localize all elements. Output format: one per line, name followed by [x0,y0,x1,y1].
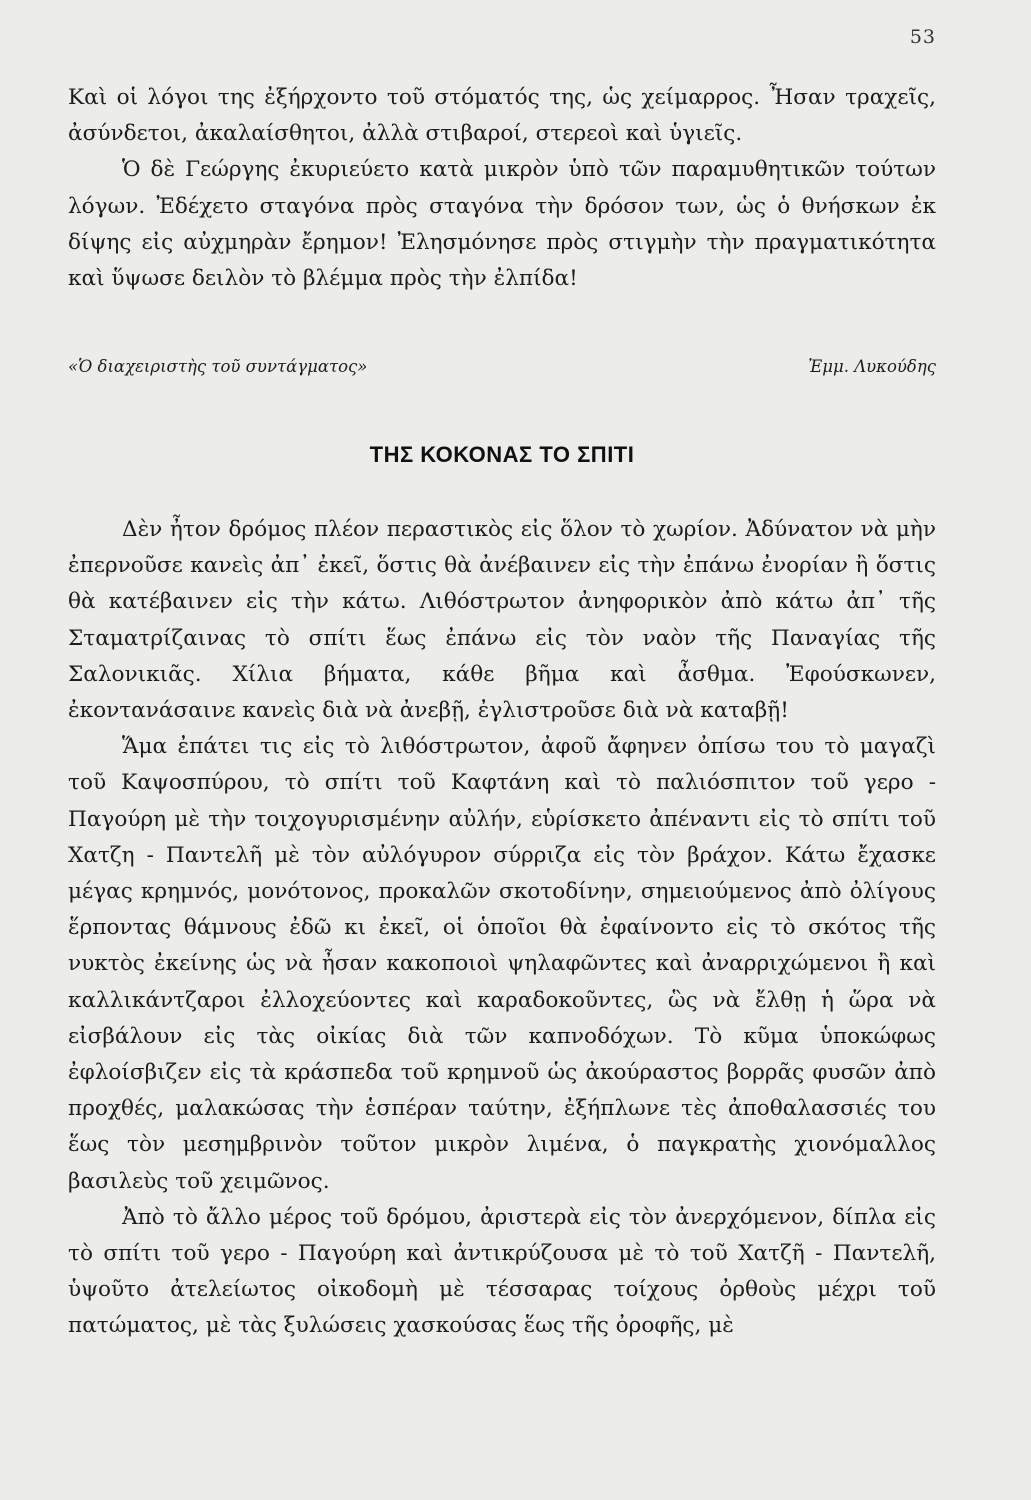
section-paragraph-1: Δὲν ἦτον δρόμος πλέον περαστικὸς εἰς ὅλον τὸ χωρίον. Ἀδύνατον νὰ μὴν ἐπερνοῦσε κανεὶς ἀπ᾽ ἐκεῖ, ὅστις θὰ ἀνέβαινεν εἰς τὴν ἐπάνω ἐνορίαν ἢ ὅστις θὰ κατέβαινεν εἰς τὴν κάτω. Λιθόστρωτον ἀνηφορικὸν ἀπὸ κάτω ἀπ᾽ τῆς Σταματρίζαινας τὸ σπίτι ἕως ἐπάνω εἰς τὸν ναὸν τῆς Παναγίας τῆς Σαλονικιᾶς. Χίλια βήματα, κάθε βῆμα καὶ ἆσθμα. Ἐφούσκωνεν, ἐκοντανάσαινε κανεὶς διὰ νὰ ἀνεβῇ, ἐγλιστροῦσε διὰ νὰ καταβῇ! [68,517,936,724]
attribution-source-title: «Ὁ διαχειριστὴς τοῦ συντάγματος» [68,357,368,376]
excerpt-paragraph-1: Καὶ οἱ λόγοι της ἐξήρχοντο τοῦ στόματός της, ὡς χείμαρρος. Ἦσαν τραχεῖς, ἀσύνδετοι, ἀκαλαίσθητοι, ἀλλὰ στιβαροί, στερεοὶ καὶ ὑγιεῖς. [68,85,936,147]
excerpt-paragraph-2: Ὁ δὲ Γεώργης ἐκυριεύετο κατὰ μικρὸν ὑπὸ τῶν παραμυθητικῶν τούτων λόγων. Ἐδέχετο σταγόνα πρὸς σταγόνα τὴν δρόσον των, ὡς ὁ θνήσκων ἐκ δίψης εἰς αὐχμηρὰν ἔρημον! Ἐλησμόνησε πρὸς στιγμὴν τὴν πραγματικότητα καὶ ὕψωσε δειλὸν τὸ βλέμμα πρὸς τὴν ἐλπίδα! [68,157,936,292]
section-paragraph-2: Ἅμα ἐπάτει τις εἰς τὸ λιθόστρωτον, ἀφοῦ ἄφηνεν ὀπίσω του τὸ μαγαζὶ τοῦ Καψοσπύρου, τὸ σπίτι τοῦ Καφτάνη καὶ τὸ παλιόσπιτον τοῦ γερο - Παγούρη μὲ τὴν τοιχογυρισμένην αὐλήν, εὑρίσκετο ἀπέναντι εἰς τὸ σπίτι τοῦ Χατζη - Παντελῆ μὲ τὸν αὐλόγυρον σύρριζα εἰς τὸν βράχον. Κάτω ἔχασκε μέγας κρημνός, μονότονος, προκαλῶν σκοτοδίνην, σημειούμενος ἀπὸ ὀλίγους ἕρποντας θάμνους ἐδῶ κι ἐκεῖ, οἱ ὁποῖοι θὰ ἐφαίνοντο εἰς τὸ σκότος τῆς νυκτὸς ἐκείνης ὡς νὰ ἦσαν κακοποιοὶ ψηλαφῶντες καὶ ἀναρριχώμενοι ἢ καὶ καλλικάντζαροι ἐλλοχεύοντες καὶ καραδοκοῦντες, ὣς νὰ ἔλθῃ ἡ ὥρα νὰ εἰσβάλουν εἰς τὰς οἰκίας διὰ τῶν καπνοδόχων. Τὸ κῦμα ὑποκώφως ἐφλοίσβιζεν εἰς τὰ κράσπεδα τοῦ κρημνοῦ ὡς ἀκούραστος βορρᾶς φυσῶν ἀπὸ προχθές, μαλακώσας τὴν ἑσπέραν ταύτην, ἐξήπλωνε τὲς ἀποθαλασσιές του ἕως τὸν μεσημβρινὸν τοῦτον μικρὸν λιμένα, ὁ παγκρατὴς χιονόμαλλος βασιλεὺς τοῦ χειμῶνος. [68,734,936,1194]
page-number: 53 [909,26,936,48]
section-text [68,512,936,1345]
section-paragraph-3: Ἀπὸ τὸ ἄλλο μέρος τοῦ δρόμου, ἀριστερὰ εἰς τὸν ἀνερχόμενον, δίπλα εἰς τὸ σπίτι τοῦ γερο - Παγούρη καὶ ἀντικρύζουσα μὲ τὸ τοῦ Χατζῆ - Παντελῆ, ὑψοῦτο ἀτελείωτος οἰκοδομὴ μὲ τέσσαρας τοίχους ὀρθοὺς μέχρι τοῦ πατώματος, μὲ τὰς ξυλώσεις χασκούσας ἕως τῆς ὀροφῆς, μὲ [68,1204,936,1339]
attribution-author: Ἐμμ. Λυκούδης [808,357,936,376]
excerpt-text [68,80,936,297]
section-title: ΤΗΣ ΚΟΚΟΝΑΣ ΤΟ ΣΠΙΤΙ [369,442,635,467]
